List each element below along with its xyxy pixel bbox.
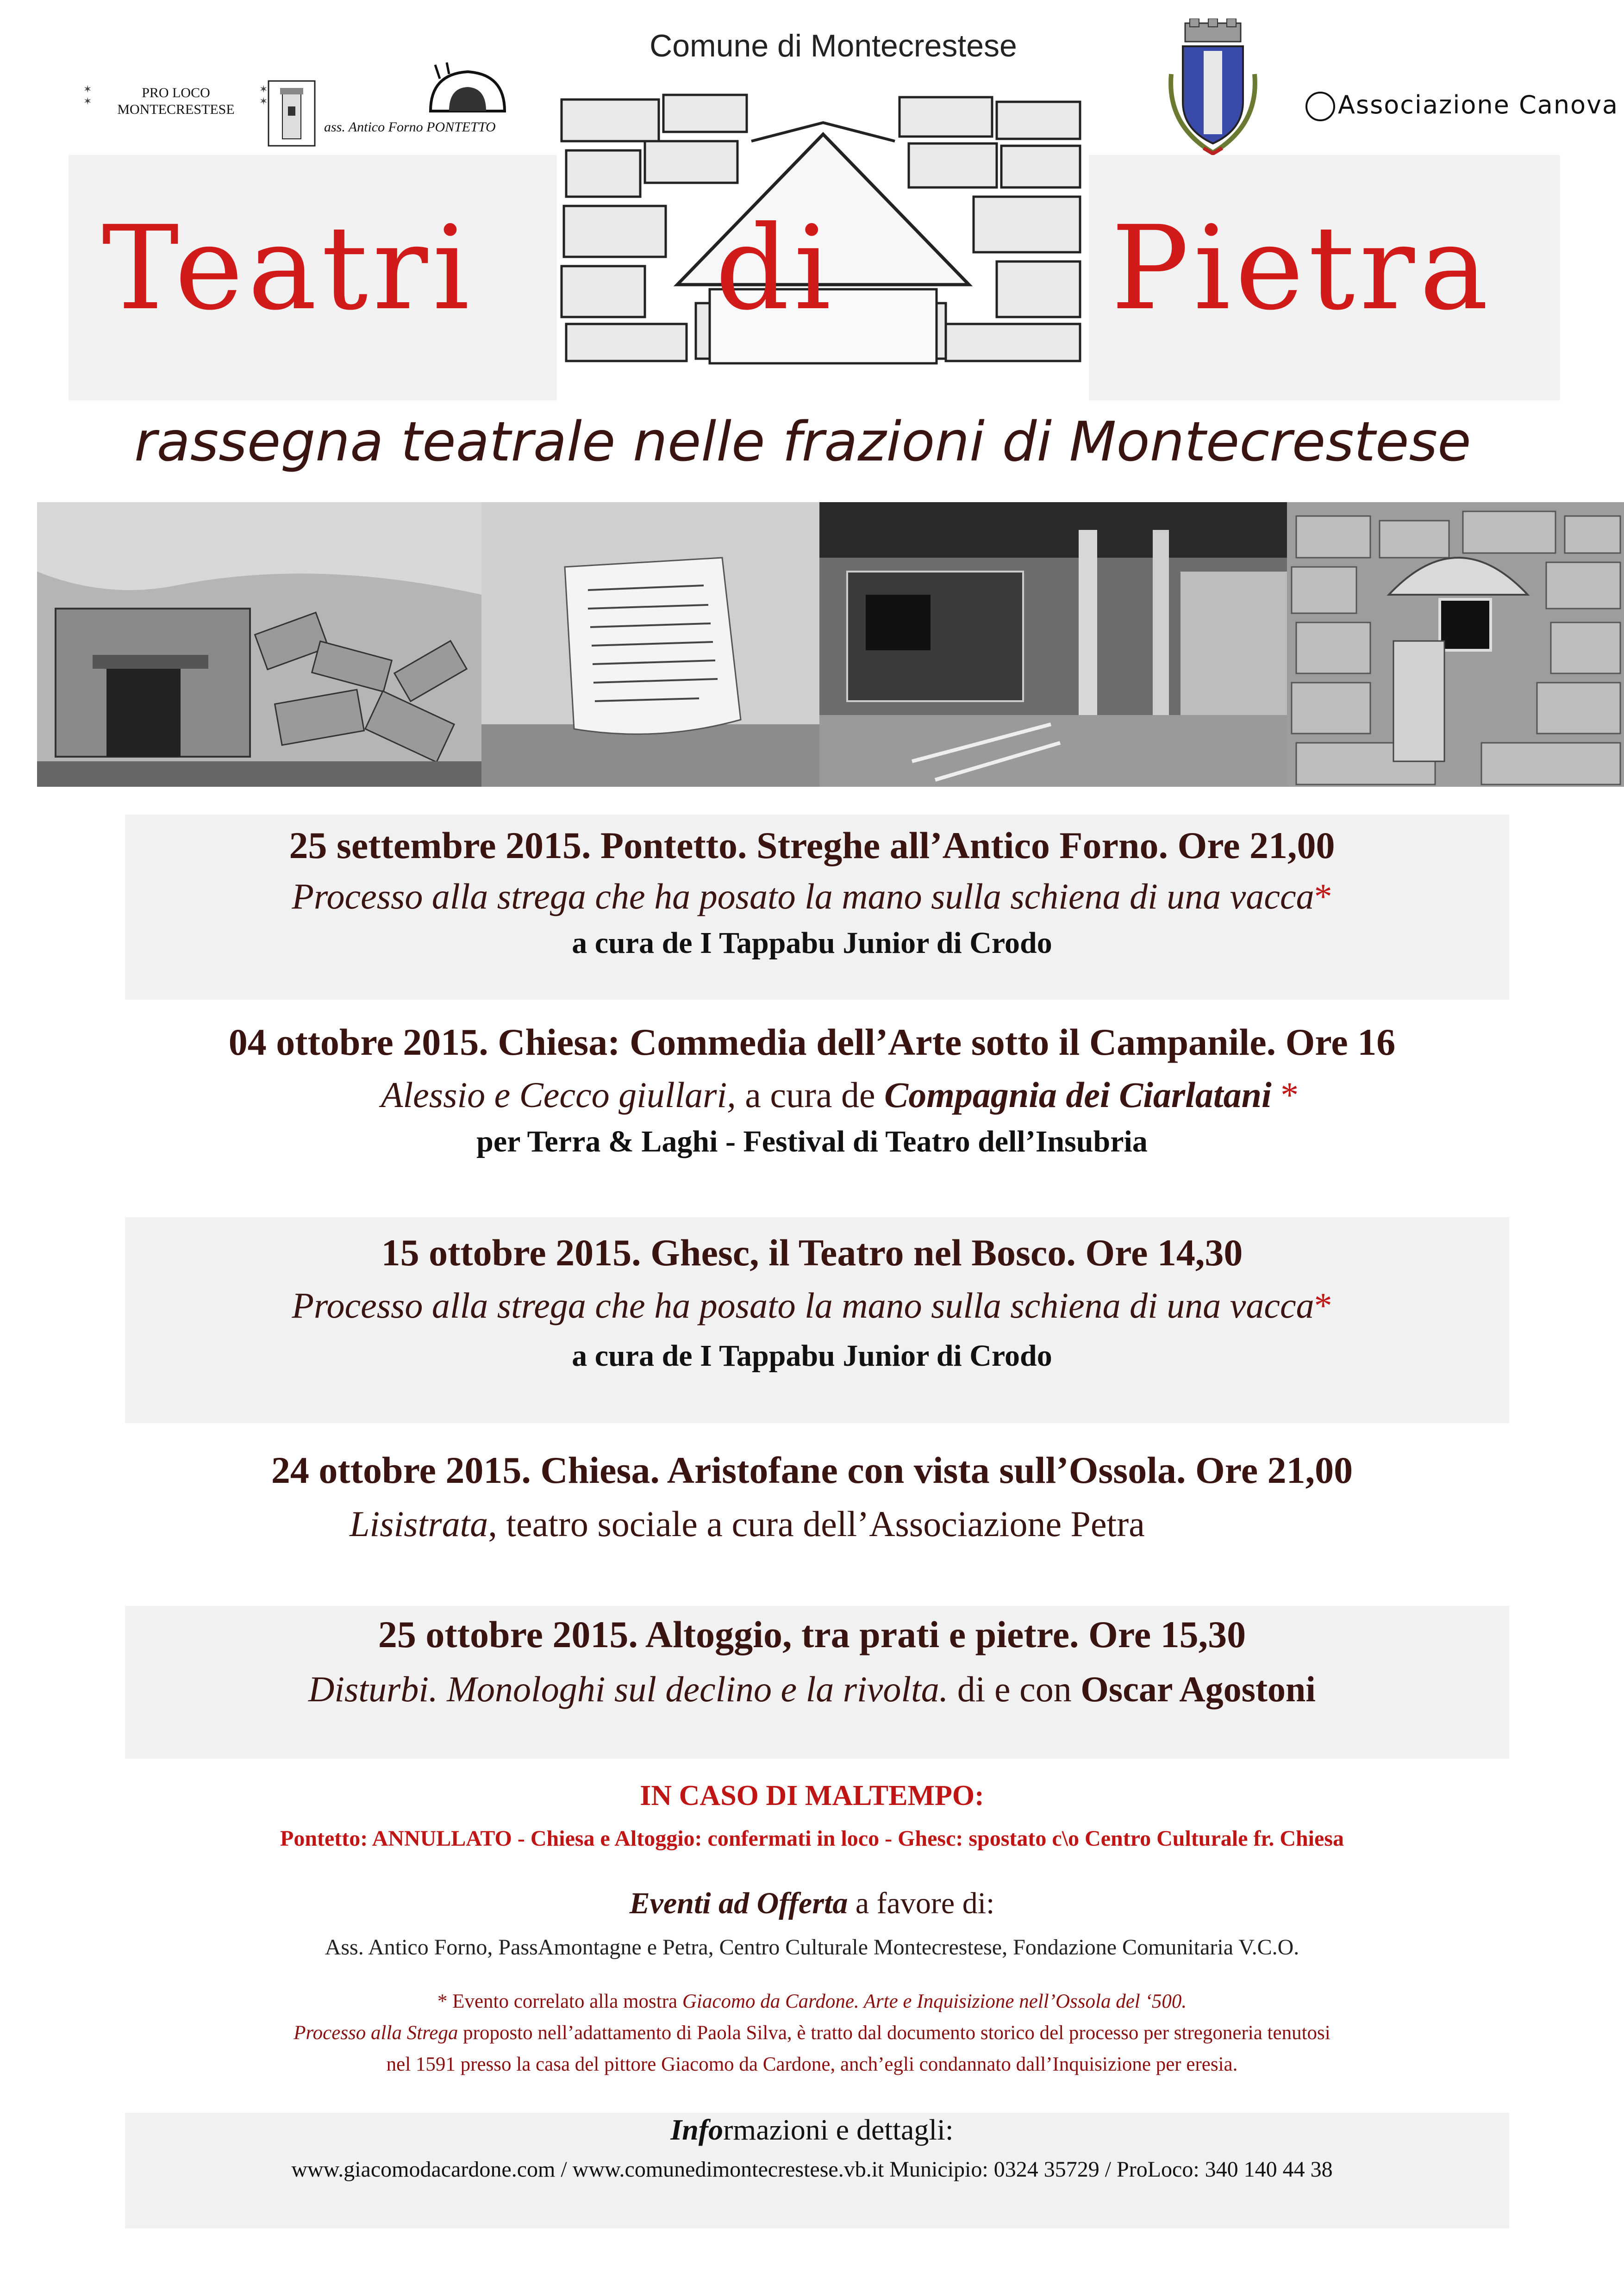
contact-line: www.giacomodacardone.com / www.comunedimontecrestese.vb.it Municipio: 0324 35729 / ProLoco: 340 140 44 38 (291, 2157, 1333, 2182)
event-description (0, 876, 1624, 917)
event-description (0, 1668, 1624, 1710)
event-description (0, 1285, 1624, 1326)
event-credit-text: , teatro sociale a cura dell’Associazione Petra (488, 1504, 1145, 1544)
proloco-name-line1: PRO LOCO (142, 85, 210, 100)
event-3 (0, 1231, 1624, 1374)
offerta-line (0, 1886, 1624, 1921)
play-name: Processo alla Strega (294, 2022, 458, 2044)
maltempo-details: Pontetto: ANNULLATO - Chiesa e Altoggio: confermati in loco - Ghesc: spostato c\o Centro Culturale fr. Chiesa (280, 1826, 1344, 1851)
event-company: Compagnia dei Ciarlatani (884, 1075, 1272, 1115)
note-text: * Evento correlato alla mostra (437, 1991, 682, 2012)
event-title: 24 ottobre 2015. Chiesa. Aristofane con vista sull’Ossola. Ore 21,00 (271, 1449, 1353, 1491)
title-word-di: di (715, 201, 836, 336)
event-organizer: a cura de I Tappabu Junior di Crodo (572, 926, 1052, 960)
maltempo-title: IN CASO DI MALTEMPO: (640, 1780, 984, 1811)
canova-name: Associazione Canova (1338, 90, 1619, 119)
circle-icon (1305, 92, 1335, 121)
event-play-title: Processo alla strega che ha posato la mano sulla schiena di una vacca (292, 876, 1314, 916)
event-title: 25 ottobre 2015. Altoggio, tra prati e pietre. Ore 15,30 (378, 1613, 1246, 1655)
event-performer: Oscar Agostoni (1081, 1669, 1316, 1709)
event-title: 04 ottobre 2015. Chiesa: Commedia dell’Arte sotto il Campanile. Ore 16 (228, 1021, 1396, 1063)
event-play-title: Lisistrata (350, 1504, 488, 1544)
asterisk-mark: * (1314, 876, 1332, 916)
star-icon: ✶ ✶ (83, 83, 92, 107)
offerta-label: Eventi ad Offerta (629, 1886, 848, 1920)
proloco-name-line2: MONTECRESTESE (117, 102, 235, 117)
event-play-title: Disturbi. Monologhi sul declino e la rivolta. (308, 1669, 949, 1709)
event-credit-text: a cura de (736, 1075, 885, 1115)
note-line-1 (0, 1990, 1624, 2013)
event-5 (0, 1613, 1624, 1710)
event-2 (0, 1020, 1624, 1159)
title-word-pietra: Pietra (1111, 201, 1493, 336)
photo-rustic-oven (819, 502, 1287, 787)
title-word-teatri: Teatri (102, 201, 475, 336)
oven-icon (421, 60, 514, 116)
info-title (0, 2113, 1624, 2147)
canova-logo (1305, 90, 1618, 121)
note-text: proposto nell’adattamento di Paola Silva, è tratto dal documento storico del processo per stregoneria tenutosi (458, 2022, 1330, 2044)
asterisk-mark: * (1271, 1075, 1299, 1115)
proloco-logo (83, 79, 324, 148)
event-play-title: Alessio e Cecco giullari, (381, 1075, 736, 1115)
event-credit-text: di e con (948, 1669, 1081, 1709)
note-line-3: nel 1591 presso la casa del pittore Giacomo da Cardone, anch’egli condannato dall’Inquisizione per eresia. (386, 2053, 1238, 2075)
coat-of-arms-icon (1157, 19, 1268, 157)
offerta-text: a favore di: (848, 1886, 995, 1920)
asterisk-mark: * (1314, 1285, 1332, 1325)
event-4 (0, 1449, 1624, 1545)
antico-forno-name: ass. Antico Forno PONTETTO (324, 119, 496, 135)
note-line-2 (0, 2022, 1624, 2044)
event-organizer: a cura de I Tappabu Junior di Crodo (572, 1339, 1052, 1373)
event-festival: per Terra & Laghi - Festival di Teatro dell’Insubria (476, 1125, 1148, 1158)
event-play-title: Processo alla strega che ha posato la mano sulla schiena di una vacca (292, 1285, 1314, 1325)
photo-ruined-wall (37, 502, 481, 787)
event-description (0, 1074, 1624, 1116)
event-title: 15 ottobre 2015. Ghesc, il Teatro nel Bosco. Ore 14,30 (381, 1232, 1243, 1274)
subtitle: rassegna teatrale nelle frazioni di Montecrestese (134, 410, 1471, 473)
comune-title: Comune di Montecrestese (650, 28, 1017, 63)
antico-forno-logo (324, 60, 528, 143)
info-title-rest: rmazioni e dettagli: (723, 2113, 954, 2146)
tower-icon (266, 79, 317, 148)
info-title-bold: Info (670, 2113, 724, 2146)
event-1 (0, 824, 1624, 961)
event-title: 25 settembre 2015. Pontetto. Streghe all’Antico Forno. Ore 21,00 (289, 824, 1335, 866)
photo-parchment (481, 502, 819, 787)
event-description (0, 1503, 1624, 1545)
star-icon: ✶ ✶ (259, 83, 268, 107)
photo-stone-window (1287, 502, 1624, 787)
exhibition-title: Giacomo da Cardone. Arte e Inquisizione nell’Ossola del ‘500. (682, 1991, 1187, 2012)
beneficiaries: Ass. Antico Forno, PassAmontagne e Petra, Centro Culturale Montecrestese, Fondazione Comunitaria V.C.O. (325, 1935, 1299, 1960)
